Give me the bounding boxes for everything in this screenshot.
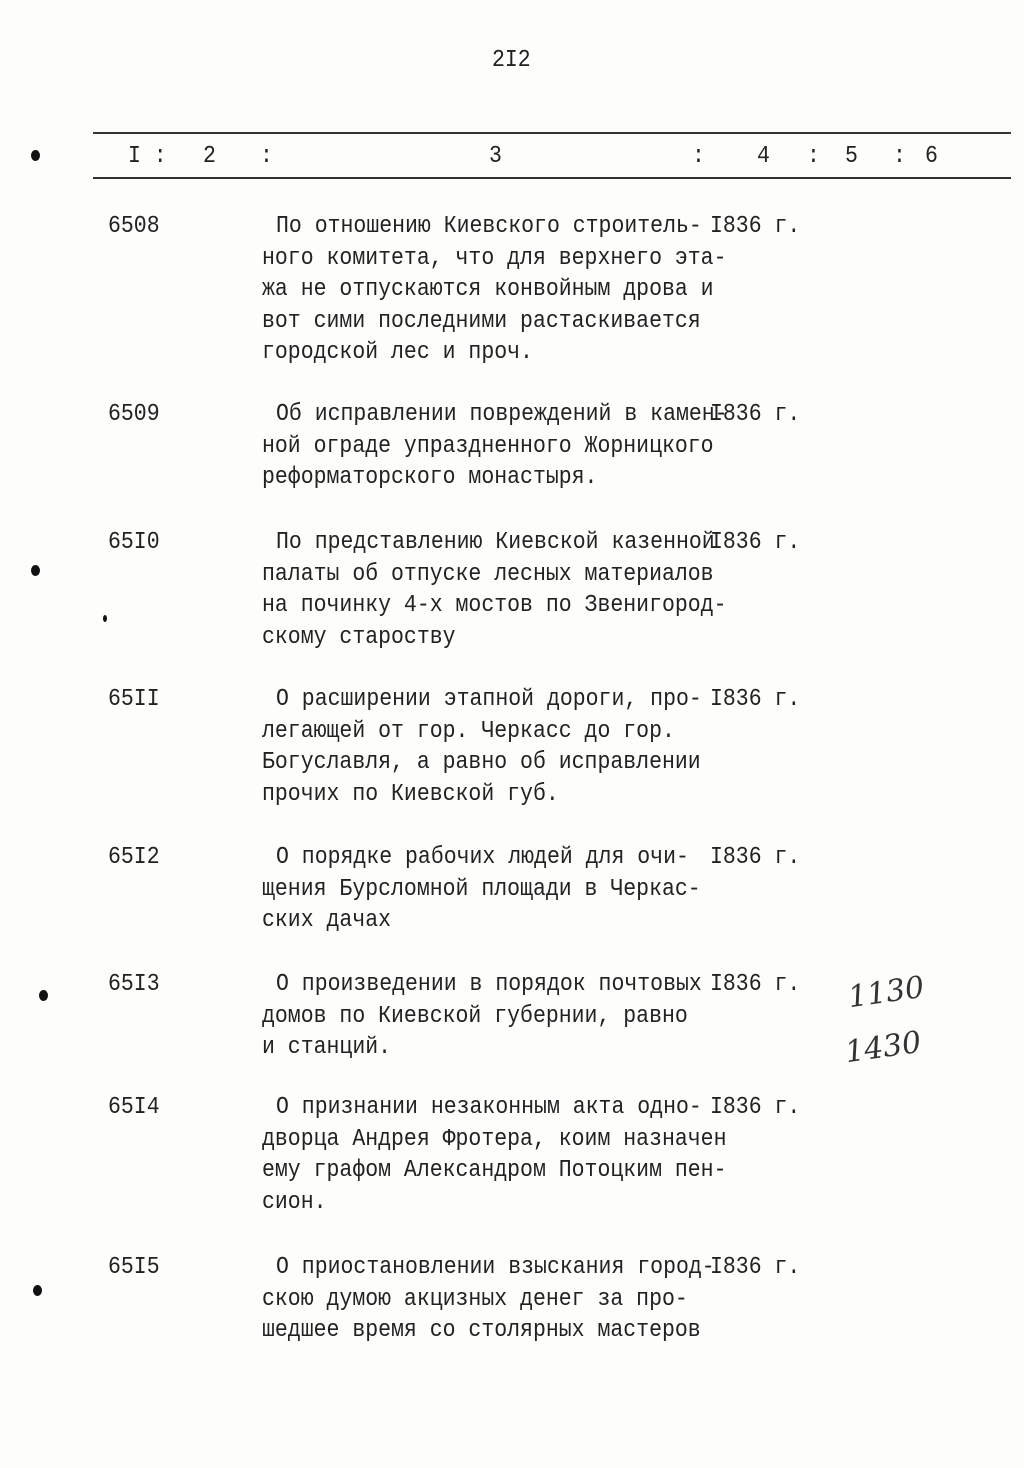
- entry-date: I836 г.: [710, 1094, 801, 1121]
- entry-text-line: О признании незаконным акта одно-: [276, 1094, 702, 1121]
- entry-text-line: ему графом Александром Потоцким пен-: [262, 1157, 727, 1184]
- entry-text-line: скому староству: [262, 623, 456, 651]
- entry-date: I836 г.: [710, 401, 801, 428]
- column-separator: :: [260, 143, 273, 170]
- entry-text-line: ного комитета, что для верхнего эта-: [262, 244, 727, 272]
- entry-text-line: ной ограде упраздненного Жорницкого: [262, 432, 714, 460]
- entry-number: 6509: [108, 401, 160, 428]
- page-number: 2I2: [492, 47, 531, 74]
- entry-text-line: О порядке рабочих людей для очи-: [276, 844, 689, 871]
- entry-text-line: ских дачах: [262, 907, 392, 934]
- column-header: 2: [203, 143, 216, 170]
- column-header: 6: [925, 143, 938, 170]
- column-header: 4: [757, 143, 770, 170]
- entry-text-line: реформаторского монастыря.: [262, 464, 598, 491]
- header-bottom-rule: [93, 177, 1011, 179]
- entry-date: I836 г.: [710, 213, 801, 240]
- entry-text-line: вот сими последними растаскивается: [262, 307, 701, 335]
- entry-date: I836 г.: [710, 971, 801, 998]
- entry-text-line: дворца Андрея Фротера, коим назначен: [262, 1125, 727, 1153]
- handwritten-note: 1130: [845, 969, 927, 1016]
- entry-number: 65II: [108, 686, 160, 713]
- entry-text-line: сион.: [262, 1188, 327, 1216]
- entry-text-line: жа не отпускаются конвойным дрова и: [262, 276, 714, 303]
- entry-number: 65I2: [108, 844, 160, 871]
- entry-text-line: О расширении этапной дороги, про-: [276, 686, 702, 713]
- header-top-rule: [93, 132, 1011, 134]
- entry-text-line: легающей от гор. Черкасс до гор.: [262, 717, 675, 745]
- entry-text-line: и станций.: [262, 1034, 392, 1061]
- punch-hole-mark: [103, 615, 107, 622]
- punch-hole-mark: [39, 990, 48, 1001]
- entry-text-line: палаты об отпуске лесных материалов: [262, 560, 714, 588]
- entry-text-line: Об исправлении повреждений в камен-: [276, 401, 728, 428]
- entry-text-line: прочих по Киевской губ.: [262, 780, 559, 808]
- entry-number: 65I3: [108, 971, 160, 998]
- entry-text-line: По отношению Киевского строитель-: [276, 213, 702, 240]
- column-header: I :: [128, 143, 167, 170]
- entry-text-line: домов по Киевской губернии, равно: [262, 1002, 688, 1030]
- punch-hole-mark: [33, 1285, 42, 1296]
- column-header: 5: [845, 143, 858, 170]
- entry-text-line: О приостановлении взыскания город-: [276, 1254, 715, 1281]
- entry-date: I836 г.: [710, 529, 801, 556]
- entry-date: I836 г.: [710, 686, 801, 713]
- column-separator: :: [807, 143, 820, 170]
- entry-text-line: шедшее время со столярных мастеров: [262, 1317, 701, 1344]
- entry-text-line: на починку 4-х мостов по Звенигород-: [262, 592, 727, 619]
- entry-number: 65I4: [108, 1094, 160, 1121]
- entry-number: 6508: [108, 213, 160, 240]
- entry-number: 65I5: [108, 1254, 160, 1281]
- entry-text-line: По представлению Киевской казенной: [276, 529, 715, 556]
- column-separator: :: [893, 143, 906, 170]
- punch-hole-mark: [31, 150, 40, 161]
- handwritten-note: 1430: [842, 1024, 924, 1071]
- entry-text-line: скою думою акцизных денег за про-: [262, 1285, 688, 1313]
- entry-date: I836 г.: [710, 844, 801, 871]
- entry-text-line: щения Бурсломной площади в Черкас-: [262, 875, 701, 903]
- entry-number: 65I0: [108, 529, 160, 556]
- entry-text-line: О произведении в порядок почтовых: [276, 971, 702, 998]
- entry-text-line: городской лес и проч.: [262, 339, 533, 366]
- entry-text-line: Богуславля, а равно об исправлении: [262, 749, 701, 776]
- column-separator: :: [692, 143, 705, 170]
- punch-hole-mark: [31, 565, 40, 576]
- entry-date: I836 г.: [710, 1254, 801, 1281]
- column-header: 3: [489, 143, 502, 170]
